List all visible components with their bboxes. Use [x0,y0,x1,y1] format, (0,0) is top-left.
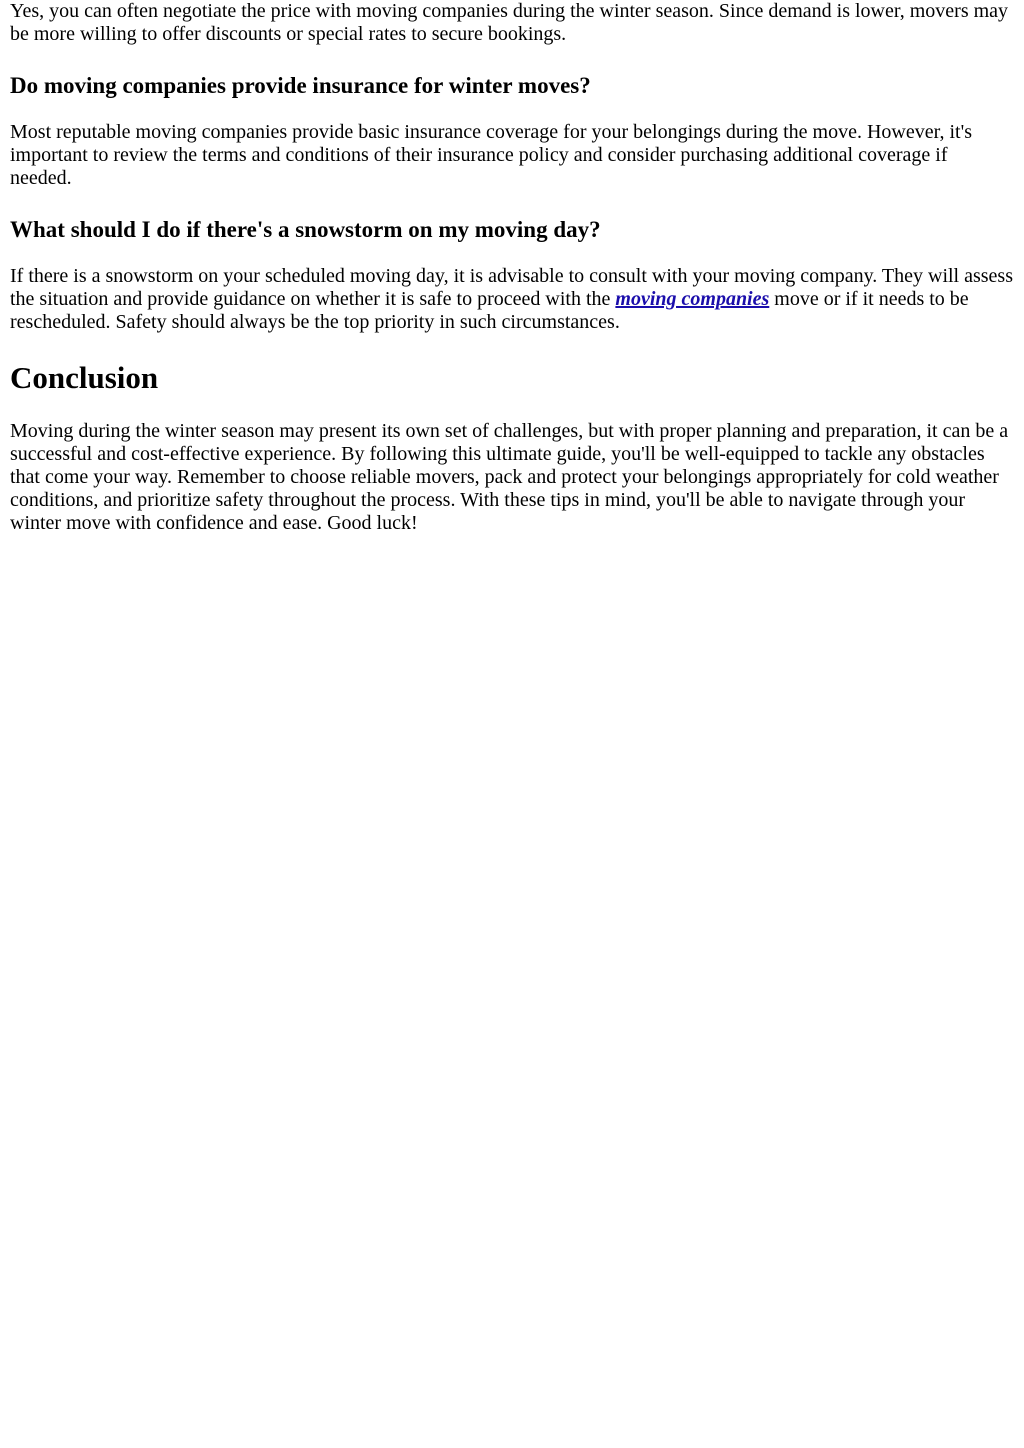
moving-companies-link[interactable]: moving companies [615,288,770,310]
insurance-answer-paragraph: Most reputable moving companies provide basic insurance coverage for your belongings during the move. However, it's important to review the terms and conditions of their insurance policy and consider purchasing additional coverage if needed. [10,121,972,189]
negotiate-answer-paragraph: Yes, you can often negotiate the price with moving companies during the winter season. Since demand is lower, movers may be more willing to offer discounts or special rates to secure bookings. [10,0,1009,45]
conclusion-paragraph: Moving during the winter season may present its own set of challenges, but with proper planning and preparation, it can be a successful and cost-effective experience. By following this ultimate guide, you'll be well-equipped to tackle any obstacles that come your way. Remember to choose reliable movers, pack and protect your belongings appropriately for cold weather conditions, and prioritize safety throughout the process. With these tips in mind, you'll be able to navigate through your winter move with confidence and ease. Good luck! [10,420,1009,534]
snowstorm-question-heading: What should I do if there's a snowstorm on my moving day? [10,217,601,242]
insurance-question-heading: Do moving companies provide insurance for winter moves? [10,73,591,98]
article-content [0,0,1024,535]
conclusion-heading: Conclusion [10,360,159,395]
snowstorm-answer-text-before: If there is a snowstorm on your scheduled moving day, it is advisable to consult with your moving company. They will assess the situation and provide guidance on whether it is safe to proceed with the [10,265,1013,310]
snowstorm-answer-paragraph [10,265,1013,334]
snowstorm-answer-text-after: move or if it needs to be rescheduled. Safety should always be the top priority in such circumstances. [10,288,969,333]
